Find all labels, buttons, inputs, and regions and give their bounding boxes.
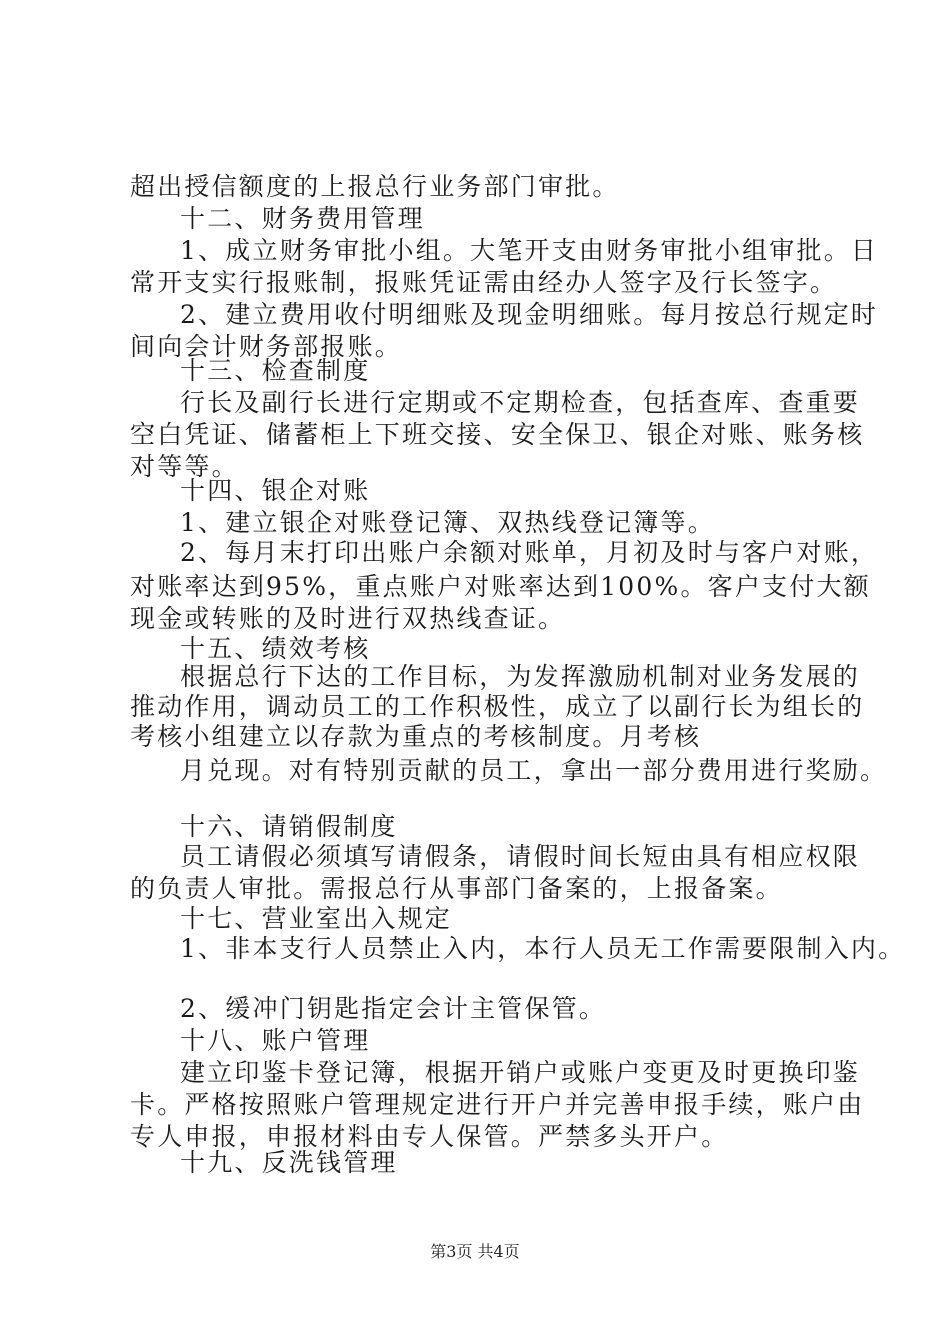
paragraph-line: 对等等。 (130, 452, 239, 481)
paragraph-line: 超出授信额度的上报总行业务部门审批。 (130, 172, 620, 201)
paragraph-line: 1、成立财务审批小组。大笔开支由财务审批小组审批。日 (180, 236, 879, 265)
paragraph-line: 考核小组建立以存款为重点的考核制度。月考核 (130, 722, 702, 751)
paragraph-line: 月兑现。对有特别贡献的员工，拿出一部分费用进行奖励。 (180, 756, 888, 785)
paragraph-line: 对账率达到95%，重点账户对账率达到100%。客户支付大额 (130, 572, 871, 601)
paragraph-line: 2、建立费用收付明细账及现金明细账。每月按总行规定时 (180, 300, 879, 329)
section-heading: 十五、绩效考核 (180, 634, 371, 663)
paragraph-line: 行长及副行长进行定期或不定期检查，包括查库、查重要 (180, 388, 861, 417)
paragraph-line: 2、每月末打印出账户余额对账单，月初及时与客户对账， (180, 538, 879, 567)
section-heading: 十九、反洗钱管理 (180, 1148, 398, 1177)
paragraph-line: 推动作用，调动员工的工作积极性，成立了以副行长为组长的 (130, 692, 865, 721)
section-heading: 十八、账户管理 (180, 1026, 371, 1055)
section-heading: 十七、营业室出入规定 (180, 904, 453, 933)
paragraph-line: 现金或转账的及时进行双热线查证。 (130, 604, 566, 633)
paragraph-line: 间向会计财务部报账。 (130, 332, 403, 361)
paragraph-line: 空白凭证、储蓄柜上下班交接、安全保卫、银企对账、账务核 (130, 420, 865, 449)
paragraph-line: 卡。严格按照账户管理规定进行开户并完善申报手续，账户由 (130, 1090, 865, 1119)
paragraph-line: 专人申报，申报材料由专人保管。严禁多头开户。 (130, 1122, 729, 1151)
section-heading: 十三、检查制度 (180, 356, 371, 385)
paragraph-line: 1、建立银企对账登记簿、双热线登记簿等。 (180, 508, 715, 537)
paragraph-line: 根据总行下达的工作目标，为发挥激励机制对业务发展的 (180, 662, 861, 691)
paragraph-line: 2、缓冲门钥匙指定会计主管保管。 (180, 994, 607, 1023)
paragraph-line: 员工请假必须填写请假条，请假时间长短由具有相应权限 (180, 842, 861, 871)
paragraph-line: 1、非本支行人员禁止入内，本行人员无工作需要限制入内。 (180, 934, 906, 963)
page-number-footer: 第3页 共4页 (430, 1242, 520, 1261)
section-heading: 十四、银企对账 (180, 476, 371, 505)
section-heading: 十二、财务费用管理 (180, 204, 425, 233)
section-heading: 十六、请销假制度 (180, 812, 398, 841)
paragraph-line: 建立印鉴卡登记簿，根据开销户或账户变更及时更换印鉴 (180, 1058, 861, 1087)
paragraph-line: 的负责人审批。需报总行从事部门备案的，上报备案。 (130, 874, 783, 903)
paragraph-line: 常开支实行报账制，报账凭证需由经办人签字及行长签字。 (130, 268, 838, 297)
